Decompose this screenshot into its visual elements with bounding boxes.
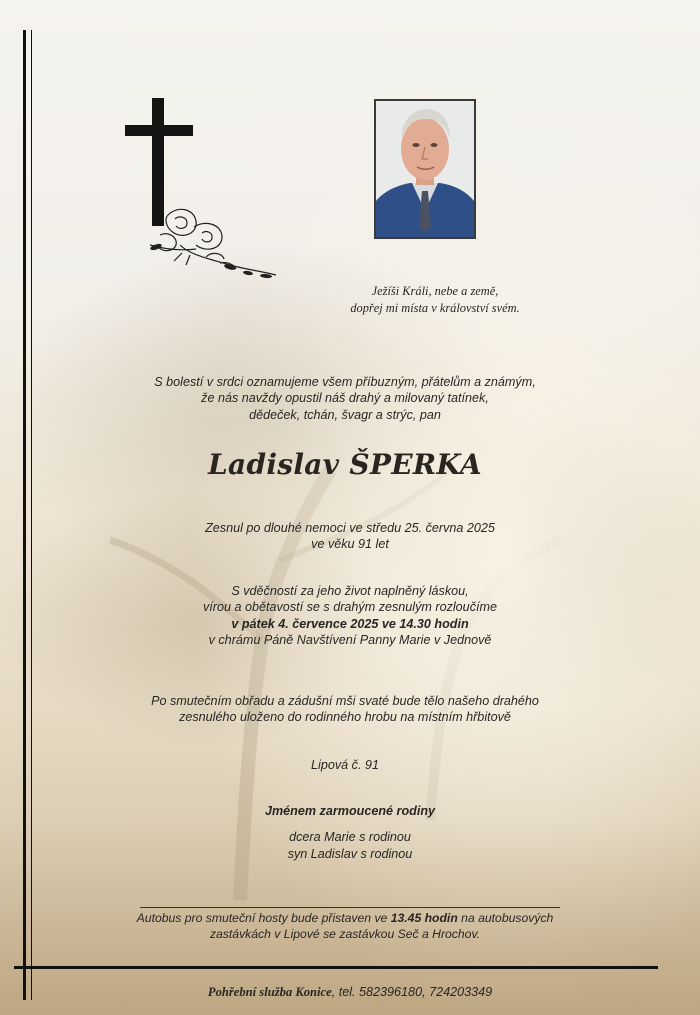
death-line: ve věku 91 let [311, 537, 389, 552]
burial-line: zesnulého uloženo do rodinného hrobu na místním hřbitově [179, 710, 511, 725]
burial-line: Po smutečním obřadu a zádušní mši svaté bude tělo našeho drahého [151, 694, 539, 708]
death-info [140, 520, 560, 553]
frame-line-left-inner [31, 30, 32, 1000]
family-heading: Jménem zarmoucené rodiny [264, 804, 436, 818]
farewell-info [140, 583, 560, 649]
bus-line-1 [110, 910, 580, 926]
cross-with-roses-icon [120, 95, 280, 285]
bus-info [110, 910, 580, 943]
funeral-service-name: Pohřební služba Konice [207, 985, 332, 999]
family-member: syn Ladislav s rodinou [287, 846, 413, 861]
verse-line: Ježíši Králi, nebe a země, [371, 284, 499, 298]
announcement-line: že nás navždy opustil náš drahý a milovaný tatínek, [201, 391, 489, 406]
bus-line-2: zastávkách v Lipové se zastávkou Seč a Hrochov. [209, 927, 481, 942]
family-member: dcera Marie s rodinou [289, 830, 411, 845]
bus-separator [140, 907, 560, 908]
frame-line-left-outer [23, 30, 26, 1000]
frame-line-bottom [14, 966, 658, 969]
verse [270, 283, 600, 316]
bus-time: 13.45 hodin [390, 911, 458, 925]
funeral-service-phones: , tel. 582396180, 724203349 [331, 985, 493, 999]
verse-line: dopřej mi místa v království svém. [350, 300, 520, 315]
deceased-name: Ladislav ŠPERKA [208, 448, 482, 481]
farewell-line: S vděčností za jeho život naplněný láskou, [231, 584, 469, 598]
portrait-photo [374, 99, 476, 239]
announcement-line: dědeček, tchán, švagr a strýc, pan [249, 407, 441, 422]
death-line: Zesnul po dlouhé nemoci ve středu 25. června 2025 [205, 521, 495, 535]
announcement [100, 374, 590, 423]
family [200, 803, 500, 862]
burial-info [100, 693, 590, 726]
footer [60, 985, 640, 1000]
bus-text: na autobusových [457, 911, 554, 925]
announcement-line: S bolestí v srdci oznamujeme všem příbuzným, přátelům a známým, [154, 375, 536, 389]
farewell-line: vírou a obětavostí se s drahým zesnulým rozloučíme [203, 600, 497, 615]
funeral-place: v chrámu Páně Navštívení Panny Marie v Jednově [208, 633, 492, 648]
bus-text: Autobus pro smuteční hosty bude přistaven ve [136, 911, 391, 925]
funeral-date-time: v pátek 4. července 2025 ve 14.30 hodin [231, 616, 469, 631]
address: Lipová č. 91 [311, 758, 379, 772]
